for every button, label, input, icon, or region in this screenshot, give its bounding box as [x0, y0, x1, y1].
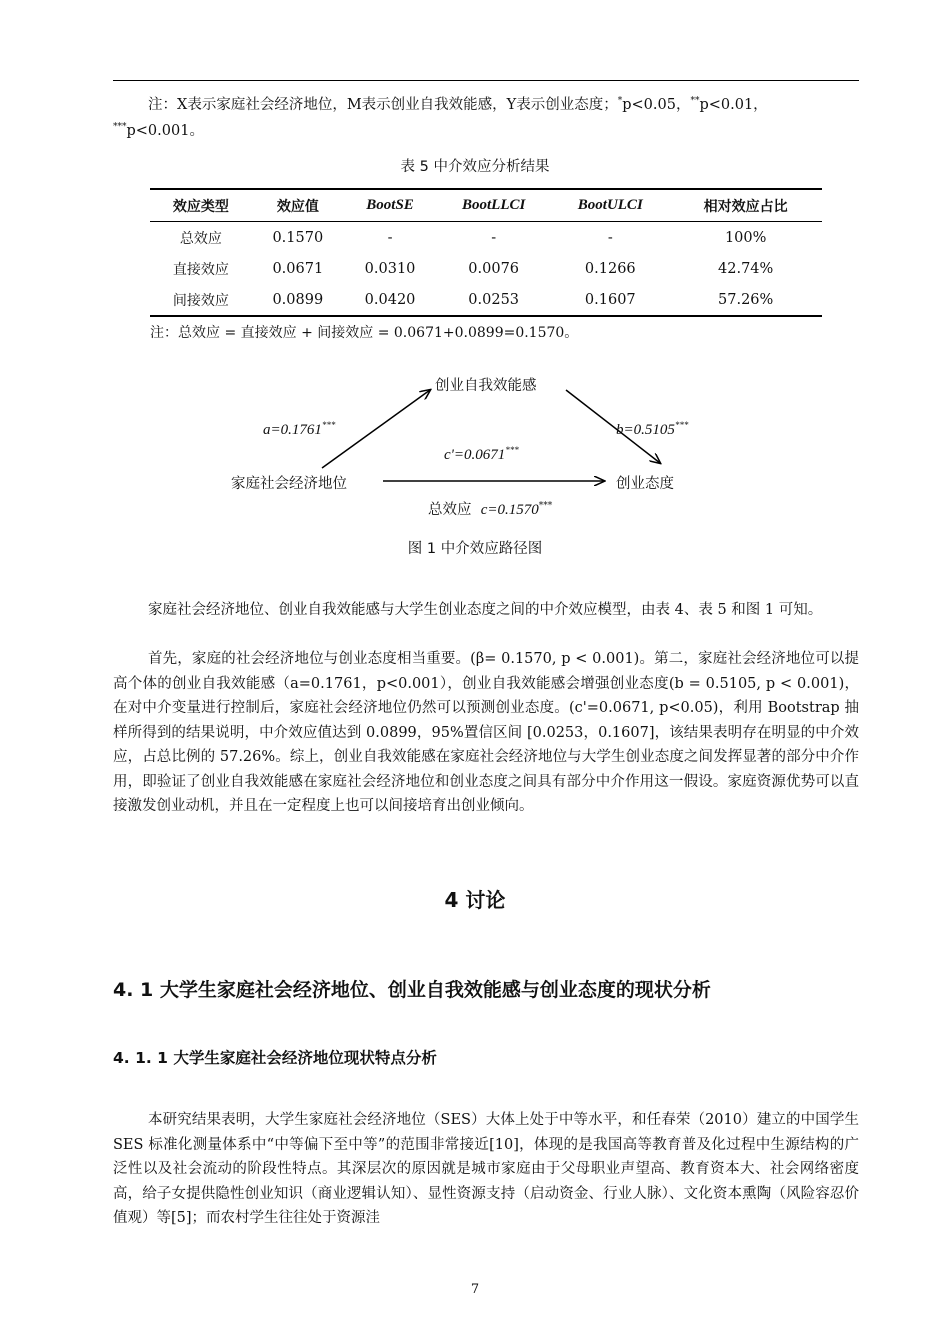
y-node: 创业态度	[616, 476, 674, 492]
figure-caption: 图 1 中介效应路径图	[407, 541, 543, 557]
page-number: 7	[470, 1282, 480, 1297]
table-cell: 0.0671	[272, 260, 324, 277]
table-cell: 间接效应	[172, 292, 229, 309]
table-cell: 57.26%	[718, 291, 774, 308]
table-cell: -	[387, 229, 393, 246]
table-cell: 100%	[724, 229, 767, 246]
header-rule	[113, 80, 859, 81]
col-bootulci: BootULCI	[577, 197, 643, 213]
subsection-heading: 4. 1 大学生家庭社会经济地位、创业自我效能感与创业态度的现状分析	[113, 979, 711, 1001]
col-bootllci: BootLLCI	[462, 197, 526, 213]
table-cell: 0.0253	[468, 291, 520, 308]
table-row	[150, 222, 822, 254]
body-paragraph-1: 家庭社会经济地位、创业自我效能感与大学生创业态度之间的中介效应模型，由表 4、表 5 和图 1 可知。	[148, 602, 823, 618]
table-cell: -	[607, 229, 613, 246]
x-node: 家庭社会经济地位	[231, 476, 347, 492]
table-cell: 42.74%	[718, 260, 774, 277]
table-cell: 总效应	[179, 230, 222, 247]
subsubsection-heading: 4. 1. 1 大学生家庭社会经济地位现状特点分析	[113, 1049, 437, 1067]
table-cell: 0.1266	[584, 260, 636, 277]
table-cell: 0.0076	[468, 260, 520, 277]
col-effect-type: 效应类型	[172, 198, 229, 215]
table-cell: -	[491, 229, 497, 246]
table-note: 注：总效应 = 直接效应 + 间接效应 = 0.0671+0.0899=0.1570。	[150, 325, 579, 341]
table-caption: 表 5 中介效应分析结果	[400, 159, 550, 175]
col-bootse: BootSE	[366, 197, 414, 213]
table-row	[150, 253, 822, 284]
table-row	[150, 284, 822, 316]
col-relative-ratio: 相对效应占比	[703, 198, 788, 215]
mediation-path-diagram	[0, 360, 950, 530]
coef-a: a=0.1761***	[263, 420, 336, 438]
arrow-a	[322, 390, 430, 468]
body-paragraph-3: 本研究结果表明，大学生家庭社会经济地位（SES）大体上处于中等水平，和任春荣（2010）建立的中国学生 SES 标准化测量体系中“中等偏下至中等”的范围非常接近[10]，体现的是我国高等教育普及化过程中生源结构的广泛性以及社会流动的阶段性特点。其深层次的原因就是城市家庭由于父母职业声望高、教育资本大、社会网络密度高，给子女提供隐性创业知识（商业逻辑认知）、显性资源支持（启动资金、行业人脉）、文化资本熏陶（风险容忍价值观）等[5]；而农村学生往往处于资源洼	[113, 1112, 859, 1226]
table-cell: 0.1570	[272, 229, 324, 246]
coef-b: b=0.5105***	[616, 420, 689, 438]
table-cell: 0.1607	[584, 291, 636, 308]
table-cell: 0.0899	[272, 291, 324, 308]
table-cell: 0.0310	[364, 260, 416, 277]
table-header-row	[150, 189, 822, 222]
col-effect-value: 效应值	[276, 198, 319, 215]
mediator-node: 创业自我效能感	[435, 378, 537, 394]
mediation-table	[150, 188, 822, 317]
total-effect-label: 总效应 c=0.1570***	[428, 501, 553, 518]
regression-note: 注：X表示家庭社会经济地位，M表示创业自我效能感，Y表示创业态度；*p<0.05，**p<0.01， ***p<0.001。	[113, 96, 768, 139]
section-heading: 4 讨论	[444, 888, 506, 912]
table-cell: 0.0420	[364, 291, 416, 308]
coef-c-prime: c'=0.0671***	[444, 445, 519, 463]
body-paragraph-2: 首先，家庭的社会经济地位与创业态度相当重要。(β= 0.1570, p < 0.001)。第二，家庭社会经济地位可以提高个体的创业自我效能感（a=0.1761，p<0.001），创业自我效能感会增强创业态度(b = 0.5105, p < 0.001)，在对中介变量进行控制后，家庭社会经济地位仍然可以预测创业态度。(c'=0.0671, p<0.05)，利用 Bootstrap 抽样所得到的结果说明，中介效应值达到 0.0899，95%置信区间 [0.0253，0.1607]，该结果表明存在明显的中介效应，占总比例的 57.26%。综上，创业自我效能感在家庭社会经济地位与大学生创业态度之间发挥显著的部分中介作用，即验证了创业自我效能感在家庭社会经济地位和创业态度之间具有部分中介作用这一假设。家庭资源优势可以直接激发创业动机，并且在一定程度上也可以间接培育出创业倾向。	[113, 651, 859, 814]
table-cell: 直接效应	[172, 261, 229, 278]
